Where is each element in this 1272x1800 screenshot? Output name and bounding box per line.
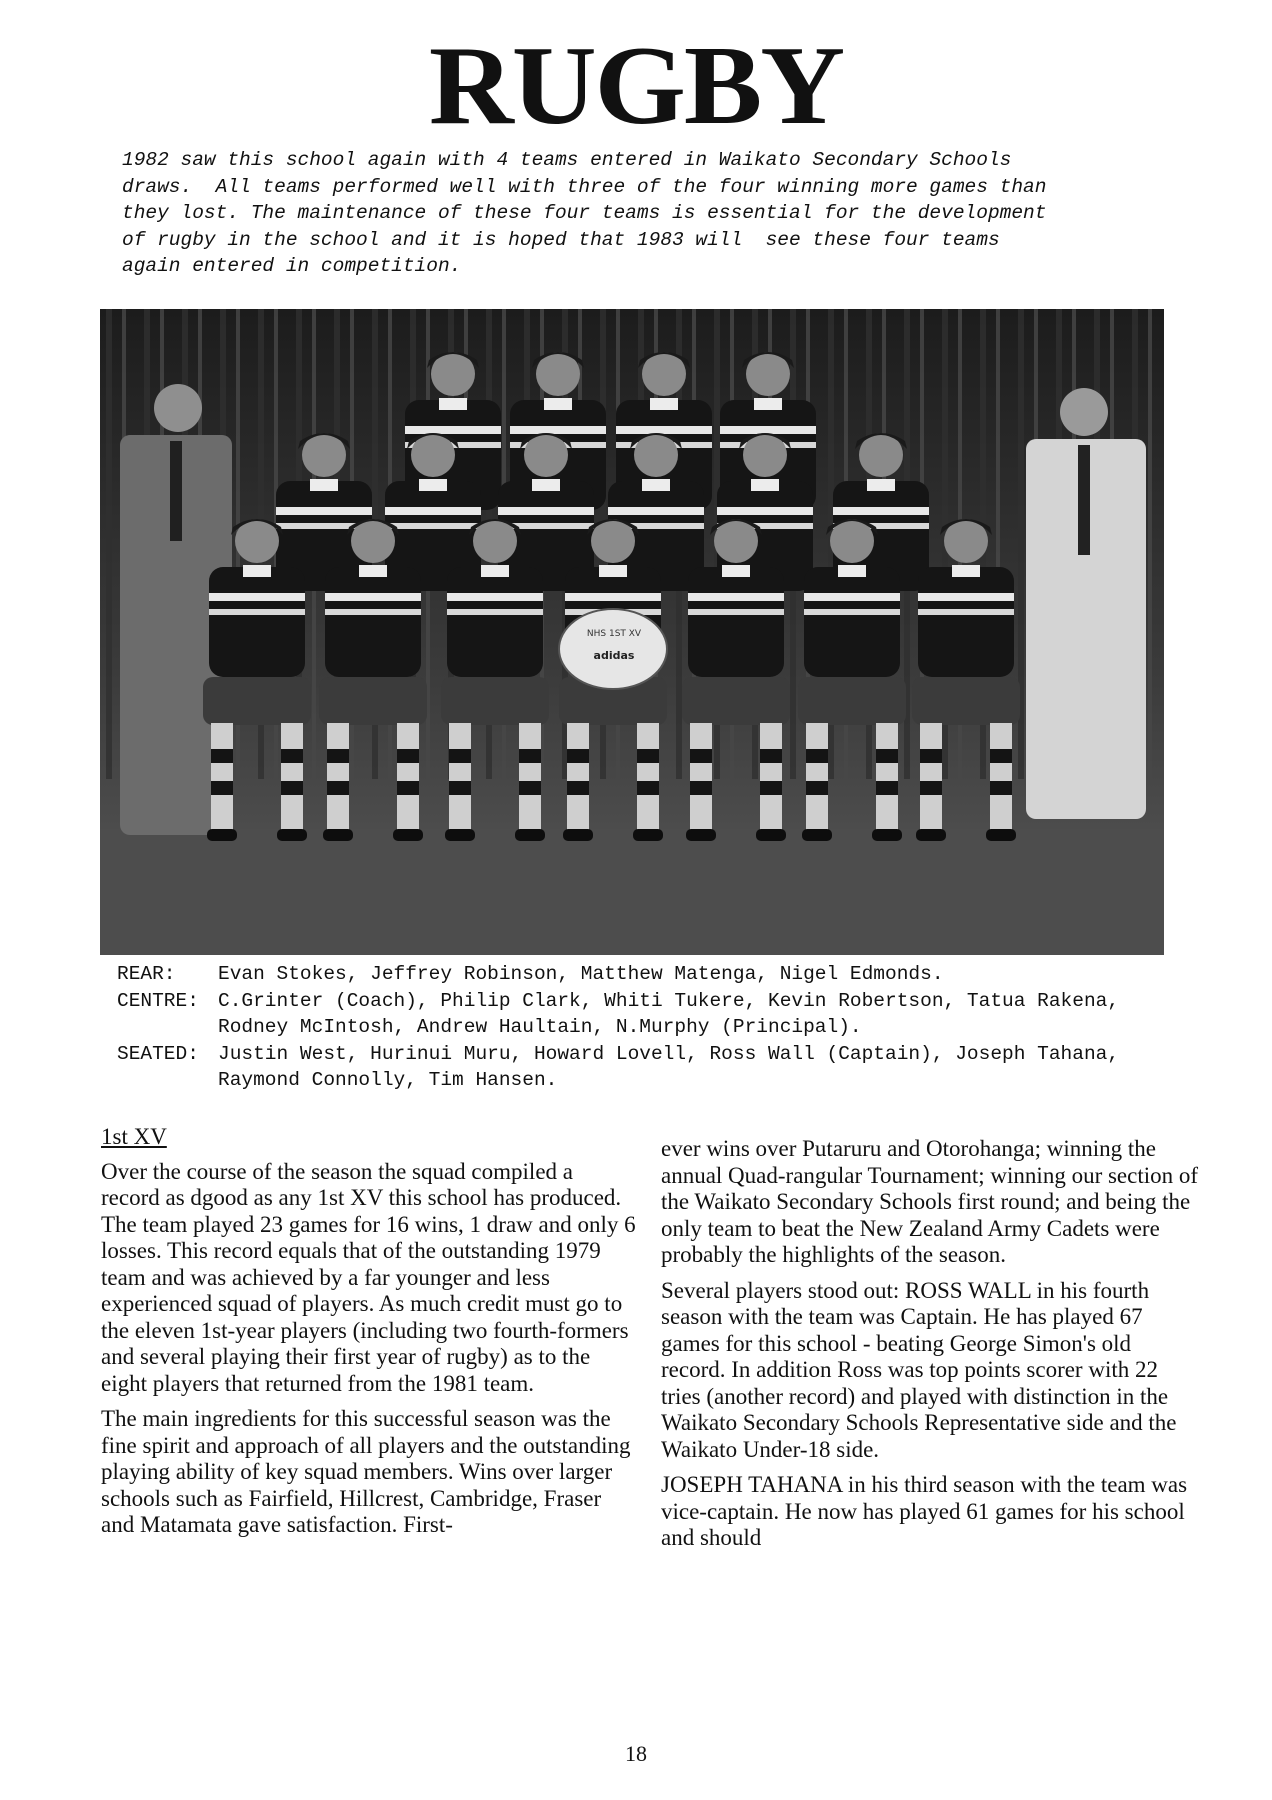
intro-paragraph xyxy=(122,147,1162,280)
caption-rear-names: Evan Stokes, Jeffrey Robinson, Matthew Matenga, Nigel Edmonds. xyxy=(218,963,944,985)
page-number: 18 xyxy=(625,1741,647,1766)
caption-centre-row xyxy=(117,988,1167,1041)
section-heading: 1st XV xyxy=(101,1124,167,1149)
article-paragraph: The main ingredients for this successful season was the fine spirit and approach of all players and the outstanding playing ability of key squad members. Wins over larger schools such as Fairfield, Hillcrest, Cambridge, Fraser and Matamata gave satisfaction. First- xyxy=(101,1406,631,1537)
caption-seated-row xyxy=(117,1041,1167,1094)
photo-caption xyxy=(117,961,1167,1094)
intro-line: 1982 saw this school again with 4 teams entered in Waikato Secondary Schools xyxy=(122,149,1012,171)
intro-line: draws. All teams performed well with three of the four winning more games than xyxy=(122,175,1047,198)
page-title: RUGBY xyxy=(428,24,844,148)
intro-line: of rugby in the school and it is hoped that 1983 will see these four teams xyxy=(122,228,1000,251)
article-left-column xyxy=(101,1124,636,1548)
caption-centre-label: CENTRE: xyxy=(117,989,199,1012)
caption-seated-label: SEATED: xyxy=(117,1042,199,1065)
intro-line: they lost. The maintenance of these four teams is essential for the development xyxy=(122,202,1047,224)
article-right-column xyxy=(661,1136,1201,1561)
article-paragraph: JOSEPH TAHANA in his third season with the team was vice-captain. He now has played 61 games for his school and should xyxy=(661,1472,1188,1550)
intro-line: again entered in competition. xyxy=(122,255,462,277)
article-paragraph: Several players stood out: ROSS WALL in his fourth season with the team was Captain. He has played 67 games for this school - beating George Simon's old record. In addition Ross was top points scorer with 22 tries (another record) and played with distinction in the Waikato Secondary Schools Representative side and the Waikato Under-18 side. xyxy=(661,1277,1177,1462)
caption-rear-row xyxy=(117,961,1167,988)
article-paragraph: Over the course of the season the squad compiled a record as dgood as any 1st XV this school has produced. The team played 23 games for 16 wins, 1 draw and only 6 losses. This record equals that of the outstanding 1979 team and was achieved by a far younger and less experienced squad of players. As much credit must go to the eleven 1st-year players (including two fourth-formers and several playing their first year of rugby) as to the eight players that returned from the 1981 team. xyxy=(101,1158,636,1396)
ball-brand: adidas xyxy=(593,649,635,662)
caption-centre-names: C.Grinter (Coach), Philip Clark, Whiti Tukere, Kevin Robertson, Tatua Rakena, Rodney McIntosh, Andrew Haultain, N.Murphy (Principal). xyxy=(218,989,1120,1038)
article-paragraph: ever wins over Putaruru and Otorohanga; winning the annual Quad-rangular Tournament; winning our section of the Waikato Secondary Schools first round; and being the only team to beat the New Zealand Army Cadets were probably the highlights of the season. xyxy=(661,1136,1199,1267)
caption-rear-label: REAR: xyxy=(117,963,176,985)
ball-label: NHS 1ST XV xyxy=(586,629,642,639)
team-photo xyxy=(100,309,1164,955)
caption-seated-names: Justin West, Hurinui Muru, Howard Lovell, Ross Wall (Captain), Joseph Tahana, Raymond Connolly, Tim Hansen. xyxy=(218,1042,1120,1091)
